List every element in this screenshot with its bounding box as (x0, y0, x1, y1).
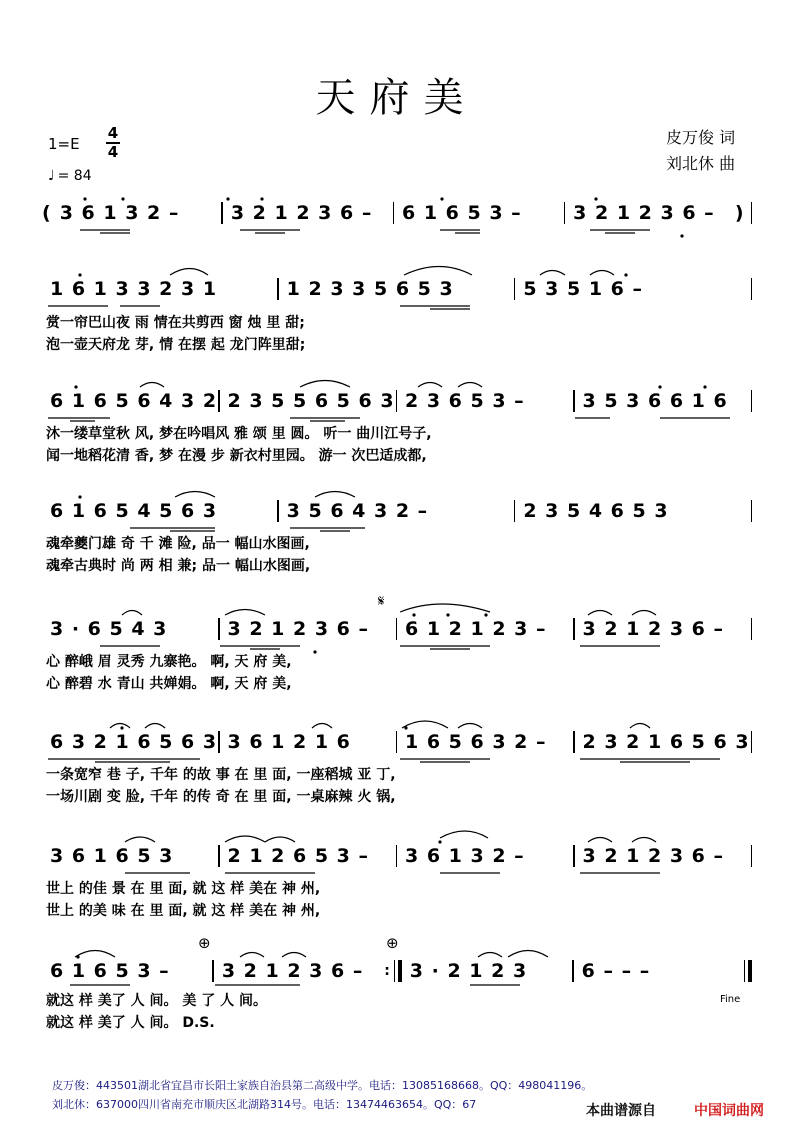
measure: 6 1 6 5 3 – (402, 202, 522, 224)
slur (110, 724, 130, 729)
lyrics-verse-2: 泡一壶天府龙 芽, 情 在摆 起 龙门阵里甜; (46, 337, 306, 353)
slur (440, 831, 488, 838)
measure: 6 1 6 5 6 4 3 2 (50, 390, 218, 412)
lyrics-verse-2: 就这 样 美了 人 间。 D.S. (46, 1015, 215, 1031)
slur (300, 381, 350, 388)
paren-open: ( (42, 202, 52, 224)
measure: 6 1 2 1 2 3 – (405, 618, 547, 640)
lyrics-verse-2: 心 醉碧 水 青山 共婵娟。 啊, 天 府 美, (46, 676, 292, 692)
lyrics-verse-1: 一条宽窄 巷 子, 千年 的故 事 在 里 面, 一座稻城 亚 丁, (46, 767, 396, 783)
slur (590, 271, 614, 276)
measure: 3 2 1 2 3 6 – (573, 202, 715, 224)
time-denominator: 4 (107, 142, 119, 161)
lyrics-verse-2: 世上 的美 味 在 里 面, 就 这 样 美在 神 州, (46, 903, 321, 919)
slur (402, 721, 448, 728)
slur (225, 836, 265, 842)
key-signature: 1=E (48, 135, 80, 153)
lyrics-verse-2: 一场川剧 变 脸, 千年 的传 奇 在 里 面, 一桌麻辣 火 锅, (46, 789, 396, 805)
lyrics-verse-1: 沐一缕草堂秋 风, 梦在吟唱风 雅 颂 里 圆。 听一 曲川江号子, (46, 426, 432, 442)
paren-close: ) (734, 202, 745, 224)
time-numerator: 4 (107, 124, 119, 142)
coda-icon: ⊕ (198, 934, 211, 952)
composer: 刘北休 曲 (666, 154, 736, 173)
slur (145, 724, 165, 729)
lyricist: 皮万俊 词 (666, 128, 736, 147)
watermark-source: 本曲谱源自 (586, 1103, 656, 1119)
measure: 1 6 5 6 3 2 – (405, 731, 547, 753)
measure: 3 2 1 2 3 6 – (230, 202, 373, 224)
measure: 2 3 2 1 6 5 6 3 (582, 731, 750, 753)
slur (588, 611, 612, 616)
slur (125, 837, 155, 842)
tempo-value: = 84 (57, 168, 92, 184)
watermark-site: 中国词曲网 (694, 1103, 764, 1119)
slur (315, 492, 355, 498)
measure: 3 6 1 3 2 – (59, 202, 180, 224)
slur (540, 271, 565, 276)
measure: 6 3 2 1 6 5 6 3 (50, 731, 218, 753)
slur (175, 492, 215, 498)
measure: 6 – – – (581, 960, 651, 982)
slur (170, 269, 208, 276)
slur (630, 724, 650, 729)
slur (140, 383, 164, 388)
slur (75, 951, 115, 958)
contact-footer (52, 1076, 592, 1114)
slur (225, 610, 265, 616)
measure: 3 2 1 2 3 6 – (582, 845, 725, 867)
measure: 1 2 3 3 5 6 5 3 (286, 278, 454, 300)
slur (240, 953, 264, 958)
lyrics-verse-2: 魂牵古典时 尚 两 相 兼; 品一 幅山水图画, (46, 558, 311, 574)
lyrics-verse-2: 闻一地稻花清 香, 梦 在漫 步 新衣村里园。 游一 次巴适成都, (46, 448, 427, 464)
lyrics-verse-1: 心 醉峨 眉 灵秀 九寨艳。 啊, 天 府 美, (46, 654, 292, 670)
song-title: 天府美 (315, 75, 478, 121)
slur (404, 267, 472, 276)
measure: 2 3 6 5 3 – (405, 390, 525, 412)
segno-icon: 𝄋 (378, 592, 385, 610)
measure: 3 6 1 6 5 3 (50, 845, 174, 867)
lyrics-verse-1: 就这 样 美了 人 间。 美 了 人 间。 (46, 993, 267, 1009)
lyrics-verse-1: 赏一帘巴山夜 雨 情在共剪西 窗 烛 里 甜; (46, 315, 305, 331)
measure: 3 6 1 3 2 – (405, 845, 525, 867)
slur (508, 951, 548, 958)
measure: 2 3 5 4 6 5 3 (523, 500, 669, 522)
measure: 3 · 2 1 2 3 (409, 960, 528, 982)
measure: 3 6 1 2 1 6 (227, 731, 351, 753)
slur (458, 383, 482, 388)
slur (632, 611, 656, 616)
measure: 1 6 1 3 3 2 3 1 (50, 278, 218, 300)
measure: 3 5 3 6 6 1 6 (582, 390, 728, 412)
measure: 3 2 1 2 3 6 – (582, 618, 725, 640)
measure: 6 1 6 5 3 – (50, 960, 170, 982)
quarter-note-icon: ♩ (48, 168, 55, 184)
slur (122, 611, 142, 616)
slur (282, 953, 306, 958)
measure: 3 · 6 5 4 3 (50, 618, 168, 640)
coda-icon: ⊕ (386, 934, 399, 952)
slur (588, 838, 612, 843)
measure: 5 3 5 1 6 – (523, 278, 644, 300)
slur (400, 604, 490, 612)
slur (312, 724, 332, 729)
slur (478, 953, 502, 958)
lyrics-verse-1: 魂牵夔门雄 奇 千 滩 险, 品一 幅山水图画, (46, 536, 310, 552)
measure: 3 5 6 4 3 2 – (286, 500, 429, 522)
lyrics-verse-1: 世上 的佳 景 在 里 面, 就 这 样 美在 神 州, (46, 881, 321, 897)
slur (418, 383, 442, 388)
measure: 3 2 1 2 3 6 – (227, 618, 370, 640)
repeat-barline: : (384, 960, 402, 982)
measure: 3 2 1 2 3 6 – (221, 960, 364, 982)
slur (632, 838, 656, 843)
measure: 2 3 5 5 6 5 6 3 (227, 390, 395, 412)
slur (458, 724, 482, 729)
footer-lyricist-contact: 皮万俊：443501湖北省宜昌市长阳土家族自治县第二高级中学。电话：13085168668。QQ：498041196。 (52, 1079, 593, 1092)
fine-mark: Fine (720, 994, 741, 1005)
footer-composer-contact: 刘北休：637000四川省南充市顺庆区北湖路314号。电话：13474463654。QQ：67 (52, 1098, 477, 1111)
slur (265, 837, 295, 842)
measure: 2 1 2 6 5 3 – (227, 845, 370, 867)
measure: 6 1 6 5 4 5 6 3 (50, 500, 218, 522)
